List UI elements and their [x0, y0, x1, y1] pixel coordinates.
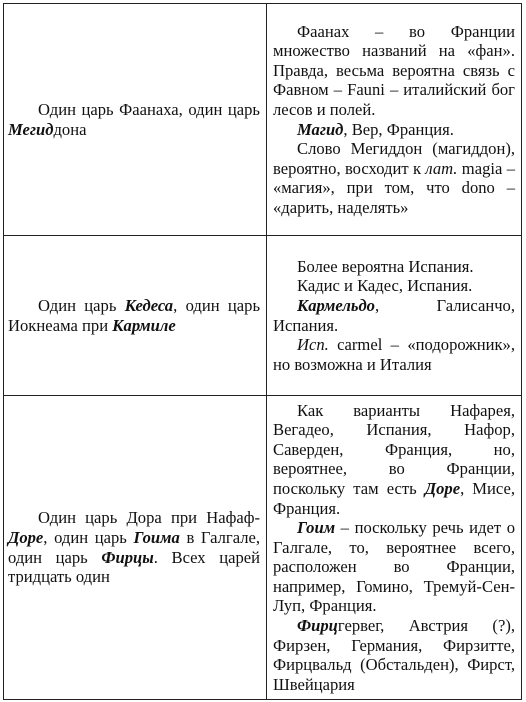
text-run: , Галисанчо, Испания. — [273, 295, 515, 335]
paragraph — [273, 616, 515, 694]
text-run: – поскольку речь идет о Галгале, то, вероятнее всего, расположен во Франции, например, Гомино, Тремуй-Сен-Луп, Франция. — [273, 518, 515, 616]
text-run-bold-italic: Доре — [8, 527, 44, 547]
text-run: magia – «магия», при том, что dono – «дарить, наделять» — [273, 158, 516, 217]
paragraph — [273, 120, 515, 140]
text-run: , один царь — [43, 527, 134, 547]
text-run: , один царь Иокнеама при — [8, 295, 261, 335]
left-cell — [4, 396, 267, 700]
left-text — [8, 296, 260, 335]
table-row — [4, 236, 522, 396]
paragraph — [273, 296, 515, 335]
text-run: Слово Мегиддон (магиддон), вероятно, восходит к — [273, 139, 515, 178]
text-run-bold-italic: Фирц — [297, 616, 338, 636]
paragraph — [273, 139, 515, 217]
paragraph — [273, 257, 515, 277]
left-cell — [4, 236, 267, 396]
text-run-italic: лат. — [425, 158, 458, 178]
text-run-bold-italic: Фирцы — [101, 547, 154, 567]
text-run: Более вероятна Испания. — [297, 256, 474, 276]
text-run: Один царь — [38, 295, 125, 315]
text-run-italic: Исп. — [297, 335, 329, 355]
text-run: Один царь Дора при Нафаф- — [38, 508, 260, 528]
text-run-bold-italic: Кедеса — [124, 295, 174, 315]
text-run: , Вер, Франция. — [343, 119, 454, 139]
text-run: дона — [53, 119, 87, 139]
text-run: в Галгале, один царь — [8, 527, 260, 567]
text-run: carmel – «подорожник», но возможна и Италия — [273, 335, 515, 374]
paragraph — [273, 22, 515, 120]
text-run: Один царь Фаанаха, один царь — [38, 99, 260, 119]
left-text — [8, 100, 260, 139]
text-run-bold-italic: Кармиле — [112, 315, 176, 335]
paragraph — [273, 518, 515, 616]
text-run-bold-italic: Кармельдо — [297, 295, 375, 315]
table-row — [4, 396, 522, 700]
text-run: , Мисе, Франция. — [273, 478, 516, 518]
paragraph — [273, 401, 515, 519]
text-run: Кадис и Кадес, Испания. — [297, 276, 473, 296]
text-run: . Всех царей тридцать один — [8, 547, 260, 587]
text-run-bold-italic: Гоим — [297, 518, 336, 538]
text-run-bold-italic: Мегид — [8, 119, 54, 139]
left-cell — [4, 4, 267, 236]
text-run-bold-italic: Гоима — [133, 527, 180, 547]
text-run: Как варианты Нафарея, Вегадео, Испания, Нафор, Саверден, Франция, но, вероятнее, во Франции, поскольку там есть — [273, 400, 515, 498]
paragraph — [273, 335, 515, 374]
right-cell — [267, 4, 522, 236]
paragraph — [273, 276, 515, 296]
right-cell — [267, 236, 522, 396]
left-text — [8, 508, 260, 586]
text-run-bold-italic: Магид — [297, 119, 344, 139]
right-cell — [267, 396, 522, 700]
table-row — [4, 4, 522, 236]
document-table — [3, 3, 522, 700]
text-run-bold-italic: Доре — [424, 478, 461, 498]
text-run: Фаанах – во Франции множество названий на «фан». Правда, весьма вероятна связь с Фавном – Fauni – италийский бог лесов и полей. — [273, 21, 515, 119]
text-run: гервег, Австрия (?), Фирзен, Германия, Фирзитте, Фирцвальд (Обстальден), Фирст, Швейцария — [273, 616, 515, 694]
